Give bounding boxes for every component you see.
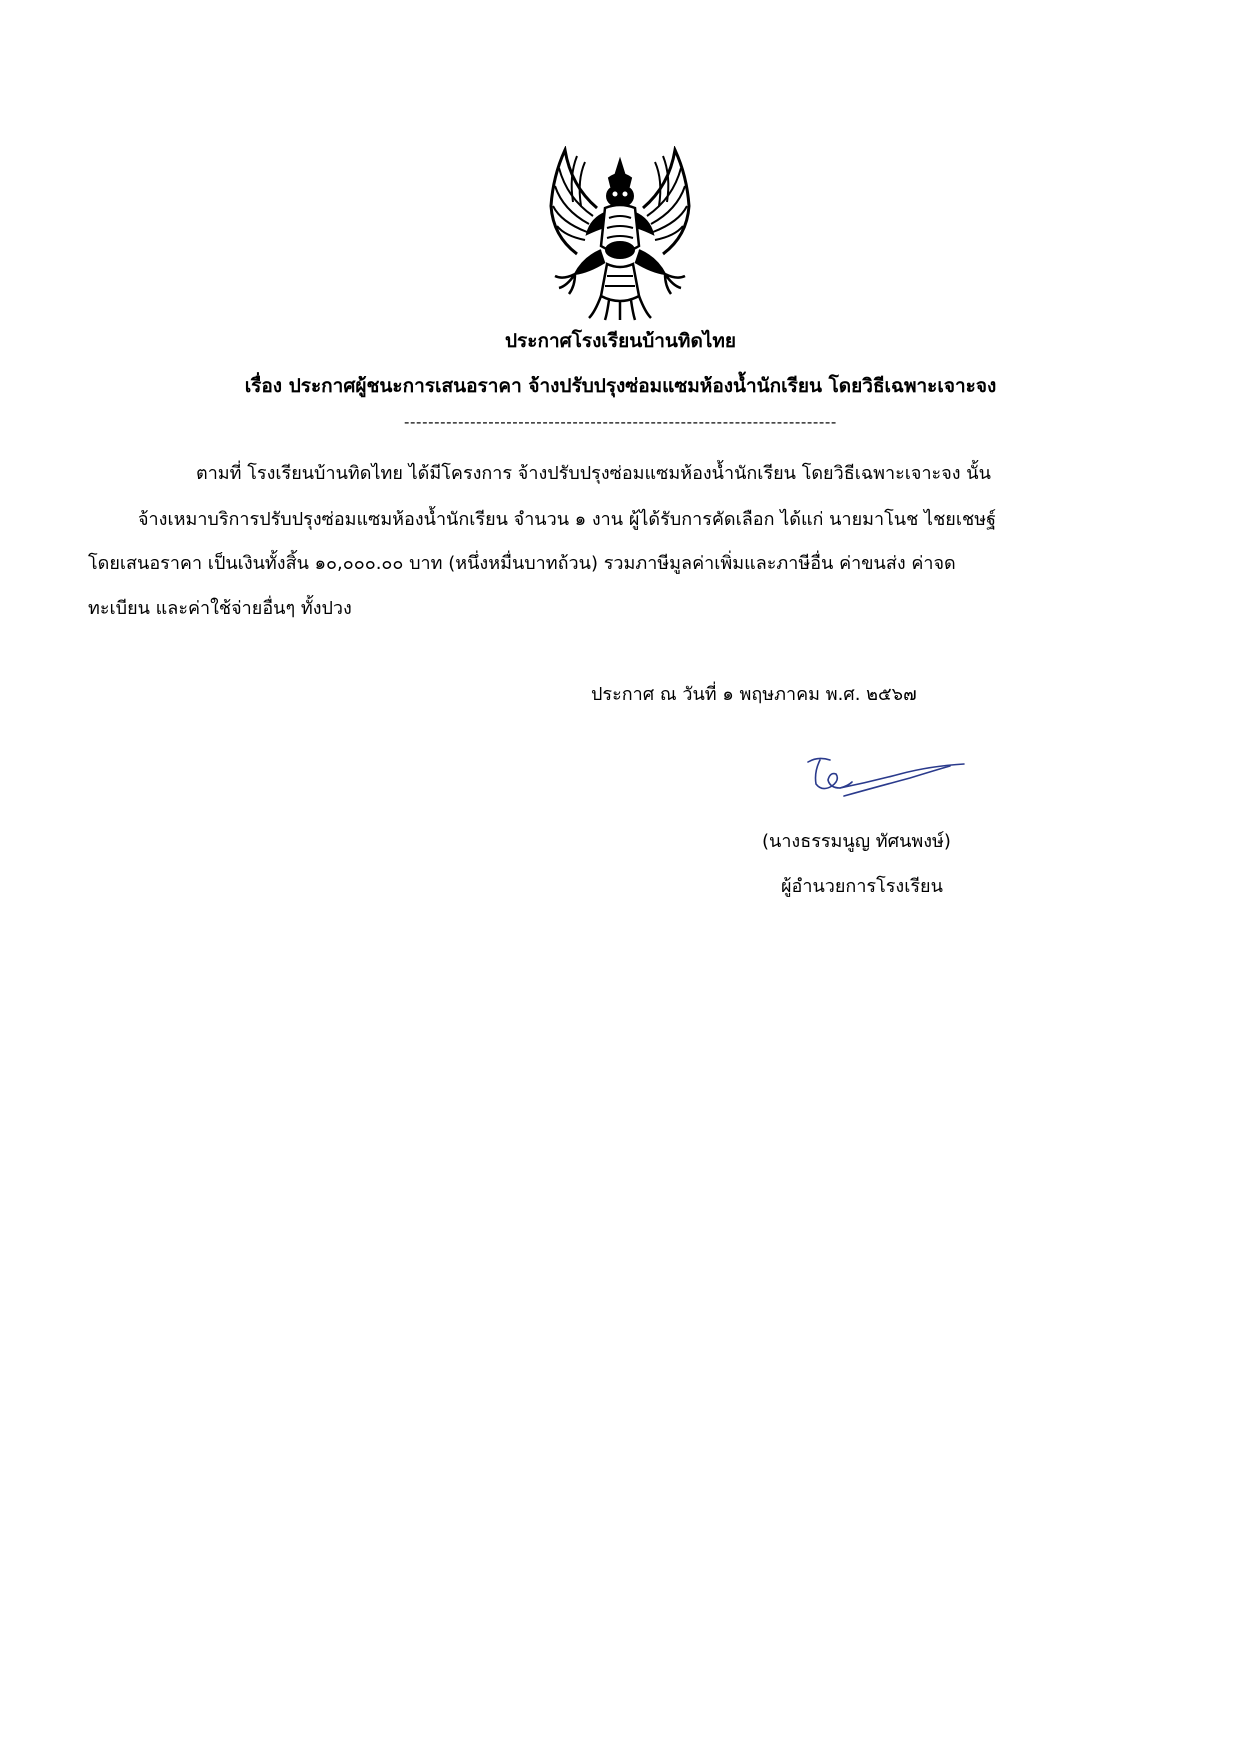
document-title: ประกาศโรงเรียนบ้านทิดไทย (504, 330, 736, 352)
announcement-date: ประกาศ ณ วันที่ ๑ พฤษภาคม พ.ศ. ๒๕๖๗ (591, 684, 917, 705)
body-line: ทะเบียน และค่าใช้จ่ายอื่นๆ ทั้งปวง (88, 598, 352, 619)
body-line: ตามที่ โรงเรียนบ้านทิดไทย ได้มีโครงการ จ้างปรับปรุงซ่อมแซมห้องน้ำนักเรียน โดยวิธีเฉพาะเจาะจง นั้น (196, 463, 991, 484)
signer-name: (นางธรรมนูญ ทัศนพงษ์) (762, 831, 951, 852)
separator-line: ------------------------------------------------------------------------ (404, 413, 837, 431)
signature-icon (800, 752, 970, 810)
body-line: จ้างเหมาบริการปรับปรุงซ่อมแซมห้องน้ำนักเรียน จำนวน ๑ งาน ผู้ได้รับการคัดเลือก ได้แก่ นายมาโนช ไชยเชษฐ์ (138, 509, 997, 530)
garuda-emblem-icon (535, 146, 705, 322)
signer-title: ผู้อำนวยการโรงเรียน (781, 876, 943, 897)
body-line: โดยเสนอราคา เป็นเงินทั้งสิ้น ๑๐,๐๐๐.๐๐ บาท (หนึ่งหมื่นบาทถ้วน) รวมภาษีมูลค่าเพิ่มและภาษีอื่น ค่าขนส่ง ค่าจด (88, 553, 956, 574)
document-subject: เรื่อง ประกาศผู้ชนะการเสนอราคา จ้างปรับปรุงซ่อมแซมห้องน้ำนักเรียน โดยวิธีเฉพาะเจาะจง (244, 375, 997, 397)
